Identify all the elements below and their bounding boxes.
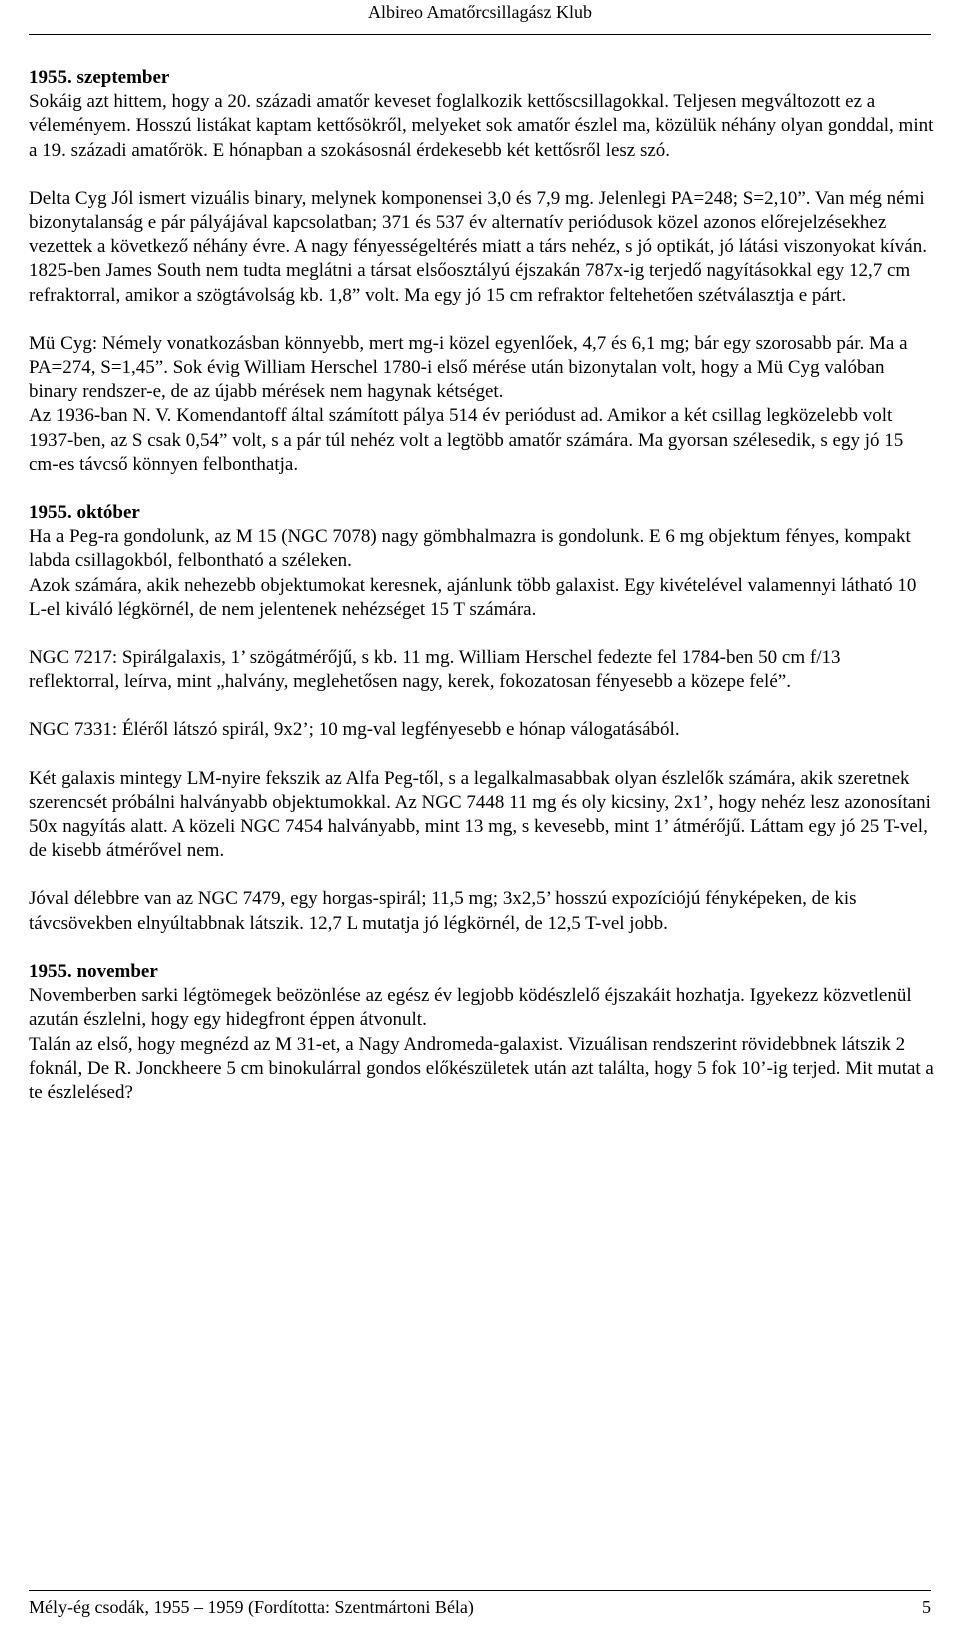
paragraph-mu-cyg: Mü Cyg: Némely vonatkozásban könnyebb, mert mg-i közel egyenlőek, 4,7 és 6,1 mg; bár egy szorosabb pár. Ma a PA=274, S=1,45”. Sok évig William Herschel 1780-i első mérése után bizonytalan volt, hogy a Mü Cyg valóban binary rendszer-e, de az újabb mérések nem hagynak kétséget. — [29, 332, 908, 403]
paragraph-ngc7448: Két galaxis mintegy LM-nyire fekszik az Alfa Peg-től, s a legalkalmasabbak olyan észlelők számára, akik szeretnek szerencsét próbálni halványabb objektumokkal. Az NGC 7448 11 mg és oly kicsiny, 2x1’, hogy nehéz lesz azonosítani 50x nagyítás alatt. A közeli NGC 7454 halványabb, mint 13 mg, s kevesebb, mint 1’ átmérőjű. Láttam egy jó 25 T-vel, de kisebb átmérővel nem. — [29, 767, 931, 862]
paragraph-m31: Talán az első, hogy megnézd az M 31-et, a Nagy Andromeda-galaxist. Vizuálisan rendszerint rövidebbnek látszik 2 foknál, De R. Jonckheere 5 cm binokulárral gondos előkészületek után azt találta, hogy 5 fok 10’-ig terjed. Mit mutat a te észlelésed? — [29, 1033, 934, 1103]
section-october — [29, 501, 935, 936]
paragraph-ngc7479: Jóval délebbre van az NGC 7479, egy horgas-spirál; 11,5 mg; 3x2,5’ hosszú expozíciójú fényképeken, de kis távcsövekben elnyúltabbnak látszik. 12,7 L mutatja jó légkörnél, de 12,5 T-vel jobb. — [29, 888, 857, 934]
header-title: Albireo Amatőrcsillagász Klub — [368, 2, 592, 22]
page-number: 5 — [922, 1597, 931, 1617]
paragraph-polar-air: Novemberben sarki légtömegek beözönlése az egész év legjobb ködészlelő éjszakáit hozhatja. Igyekezz közvetlenül azután észlelni, hogy egy hidegfront éppen átvonult. — [29, 985, 912, 1031]
section-september — [29, 66, 935, 477]
footer-text: Mély-ég csodák, 1955 – 1959 (Fordította: Szentmártoni Béla) — [29, 1597, 474, 1617]
section-title-november: 1955. november — [29, 960, 158, 982]
paragraph-intro: Sokáig azt hittem, hogy a 20. századi amatőr keveset foglalkozik kettőscsillagokkal. Teljesen megváltozott ez a véleményem. Hosszú listákat kaptam kettősökről, melyeket sok amatőr észlel ma, közülük néhány olyan gonddal, mint a 19. századi amatőrök. E hónapban a szokásosnál érdekesebb két kettősről lesz szó. — [29, 91, 934, 161]
header-rule — [29, 34, 931, 35]
document-body — [29, 66, 935, 1105]
section-november — [29, 960, 935, 1105]
paragraph-galaxies: Azok számára, akik nehezebb objektumokat keresnek, ajánlunk több galaxist. Egy kivételével valamennyi látható 10 L-el kiváló légkörnél, de nem jelentenek nehézséget 15 T számára. — [29, 574, 917, 620]
paragraph-ngc7331: NGC 7331: Éléről látszó spirál, 9x2’; 10 mg-val legfényesebb e hónap válogatásából. — [29, 719, 680, 741]
paragraph-ngc7217: NGC 7217: Spirálgalaxis, 1’ szögátmérőjű, s kb. 11 mg. William Herschel fedezte fel 1784-ben 50 cm f/13 reflektorral, leírva, mint „halvány, meglehetősen nagy, kerek, fokozatosan fényesebb a közepe felé”. — [29, 647, 841, 693]
paragraph-komendantoff: Az 1936-ban N. V. Komendantoff által számított pálya 514 év periódust ad. Amikor a két csillag legközelebb volt 1937-ben, az S csak 0,54” volt, s a pár túl nehéz volt a legtöbb amatőr számára. Ma gyorsan szélesedik, s egy jó 15 cm-es távcső könnyen felbonthatja. — [29, 405, 904, 475]
page-header — [0, 0, 960, 40]
paragraph-m15: Ha a Peg-ra gondolunk, az M 15 (NGC 7078) nagy gömbhalmazra is gondolunk. E 6 mg objektum fényes, kompakt labda csillagokból, felbontható a széleken. — [29, 526, 911, 572]
section-title-september: 1955. szeptember — [29, 67, 170, 88]
section-title-october: 1955. október — [29, 502, 140, 524]
paragraph-delta-cyg: Delta Cyg Jól ismert vizuális binary, melynek komponensei 3,0 és 7,9 mg. Jelenlegi PA=248; S=2,10”. Van még némi bizonytalanság e pár pályájával kapcsolatban; 371 és 537 év alternatív periódusok közel azonos előrejelzésekhez vezettek a következő néhány évre. A nagy fényességeltérés miatt a társ nehéz, s jó optikát, jó látási viszonyokat kíván. 1825-ben James South nem tudta meglátni a társat elsőosztályú éjszakán 787x-ig terjedő nagyításokkal egy 12,7 cm refraktorral, amikor a szögtávolság kb. 1,8” volt. Ma egy jó 15 cm refraktor feltehetően szétválasztja e párt. — [29, 187, 927, 306]
footer-rule — [29, 1590, 931, 1591]
